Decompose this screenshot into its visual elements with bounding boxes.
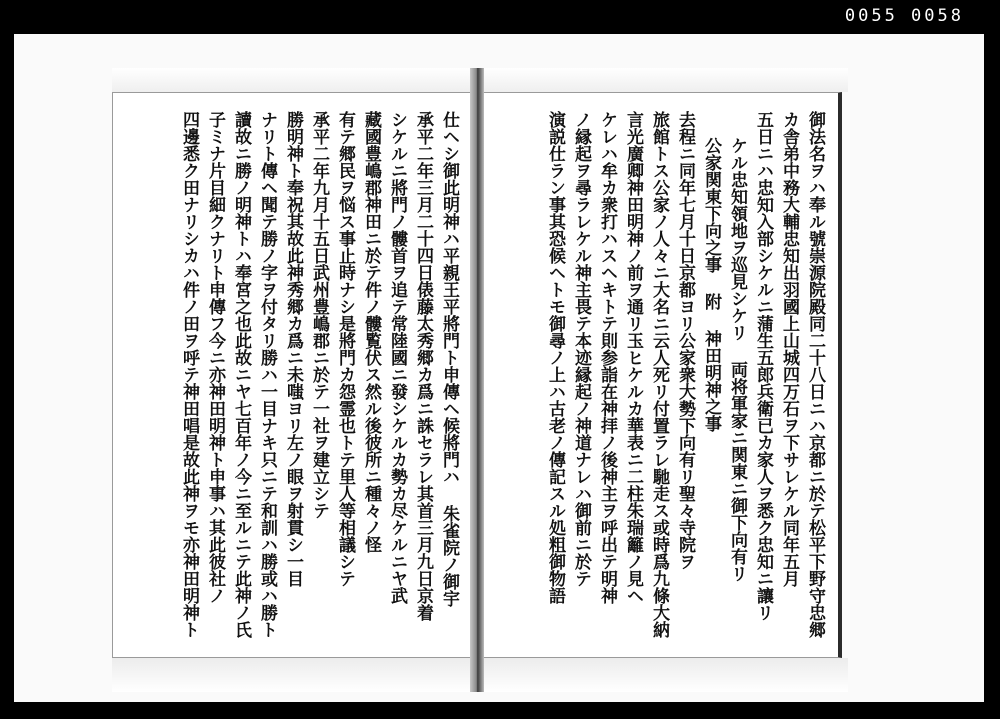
text-column: シケルニ將門ノ髏首ヲ追テ常陸國ニ發シケルカ勢カ尽ケルニヤ武 bbox=[387, 111, 407, 604]
text-column: ナリト傳ヘ聞テ勝ノ字ヲ付タリ勝ハ一目ナキ只ニテ和訓ハ勝或ハ勝ト bbox=[257, 111, 277, 638]
left-page bbox=[112, 92, 474, 658]
section-heading: 公家関東下向之事 附 神田明神之事 bbox=[701, 137, 721, 432]
text-column: 御法名ヲハ奉ル號崇源院殿同二十八日ニハ京都ニ於テ松平下野守忠郷 bbox=[805, 111, 825, 638]
open-book bbox=[112, 68, 848, 692]
book-gutter bbox=[470, 68, 484, 692]
text-column: 五日ニハ忠知入部シケルニ蒲生五郎兵衛已カ家人ヲ悉ク忠知ニ讓リ bbox=[753, 111, 773, 621]
text-column: 讀故ニ勝ノ明神トハ奉宮之也此故ニヤ七百年ノ今ニ至ルニテ此神ノ氏 bbox=[231, 111, 251, 638]
text-column: 藏國豊嶋郡神田ニ於テ件ノ髏覧伏ス然ル後彼所ニ種々ノ怪 bbox=[361, 111, 381, 553]
text-column: 四邊悉ク田ナリシカハ件ノ田ヲ呼テ神田唱是故此神ヲモ亦神田明神ト bbox=[179, 111, 199, 638]
text-column: カ舎弟中務大輔忠知出羽國上山城四万石ヲ下サレケル同年五月 bbox=[779, 111, 799, 587]
frame-number: 0055 0058 bbox=[844, 6, 964, 26]
text-column: ケレハ牟カ衆打ハスヘキトテ則参詣在神拝ノ後神主ヲ呼出テ明神 bbox=[597, 111, 617, 604]
right-page bbox=[480, 92, 842, 658]
text-column: ケル忠知領地ヲ巡見シケリ 両将軍家ニ関東ニ御下向有リ bbox=[727, 137, 747, 582]
text-column: 演説仕ラン事其恐候ヘトモ御尋ノ上ハ古老ノ傳記スル処粗御物語 bbox=[545, 111, 565, 604]
text-column: 旅館トス公家ノ人々ニ大名ニ云人死リ付置ラレ馳走ス或時爲九條大納 bbox=[649, 111, 669, 638]
text-column: 去程ニ同年七月十日京都ヨリ公家衆大勢下向有リ聖々寺院ヲ bbox=[675, 111, 695, 570]
text-column: 有テ郷民ヲ悩ス事止時ナシ是將門カ怨霊也トテ里人等相議シテ bbox=[335, 111, 355, 587]
text-column: 子ミナ片目細クナリト申傳フ今ニ亦神田明神ト申事ハ其此彼社ノ bbox=[205, 111, 225, 604]
text-column: 勝明神ト奉祝其故此神秀郷カ爲ニ未嗤ヨリ左ノ眼ヲ射貫シ一目 bbox=[283, 111, 303, 587]
right-page-text bbox=[492, 111, 828, 643]
text-column: ノ縁起ヲ尋ラレケル神主畏テ本迹縁起ノ神道ナレハ御前ニ於テ bbox=[571, 111, 591, 587]
text-column: 言光廣卿神田明神ノ前ヲ通リ玉ヒケルカ華表ニ二柱朱瑞籬ノ見ヘ bbox=[623, 111, 643, 604]
text-column: 承平二年三月二十四日俵藤太秀郷カ爲ニ誅セラレ其首三月九日京着 bbox=[413, 111, 433, 621]
text-column: 承平二年九月十五日武州豊嶋郡ニ於テ一社ヲ建立シテ bbox=[309, 111, 329, 519]
left-page-text bbox=[123, 111, 462, 643]
text-column: 仕ヘシ御此明神ハ平親王平將門ト申傳ヘ候將門ハ 朱雀院ノ御宇 bbox=[439, 111, 459, 607]
